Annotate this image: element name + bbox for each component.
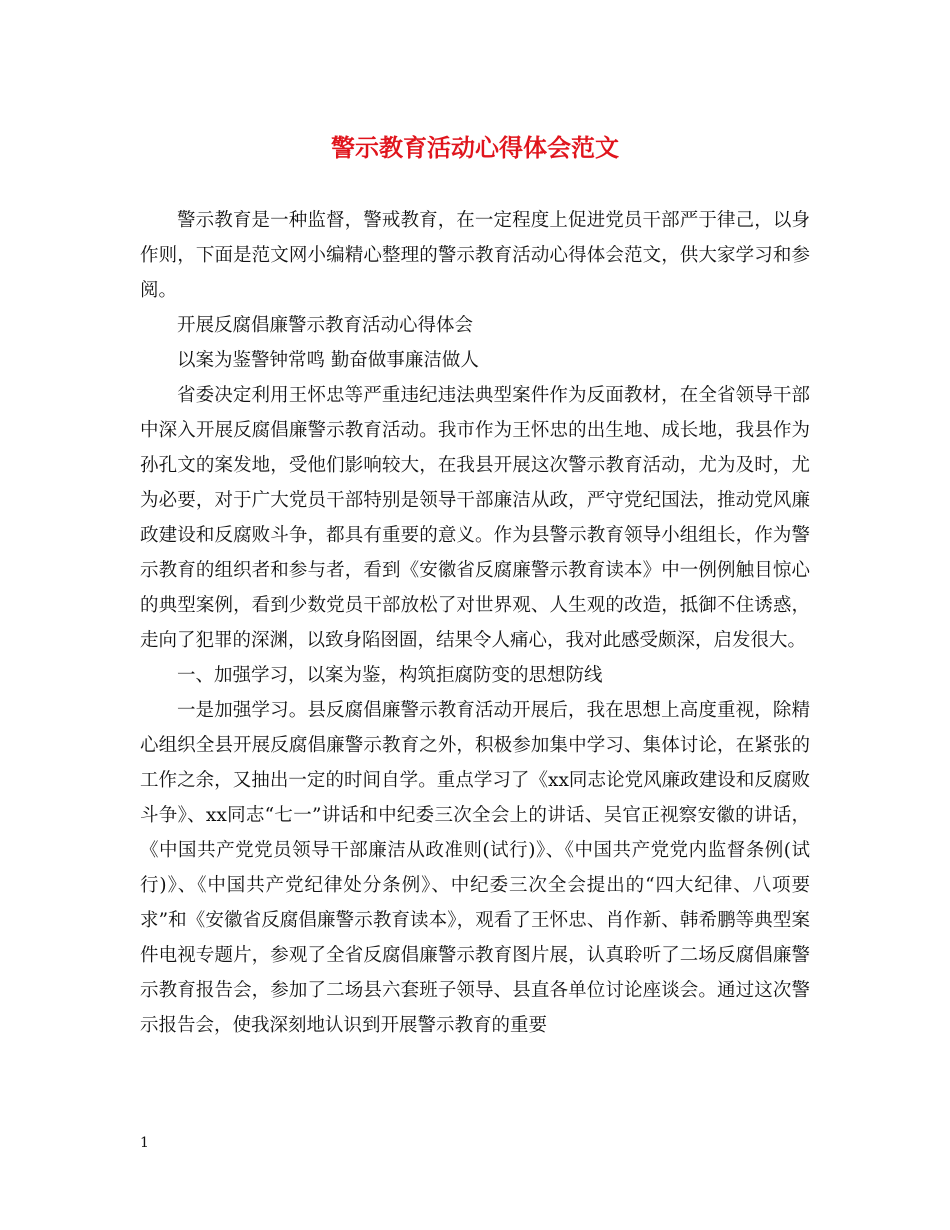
document-body [140,203,810,1043]
paragraph-background: 省委决定利用王怀忠等严重违纪违法典型案件作为反面教材，在全省领导干部中深入开展反腐倡廉警示教育活动。我市作为王怀忠的出生地、成长地，我县作为孙孔文的案发地，受他们影响较大，在我县开展这次警示教育活动，尤为及时，尤为必要，对于广大党员干部特别是领导干部廉洁从政，严守党纪国法，推动党风廉政建设和反腐败斗争，都具有重要的意义。作为县警示教育领导小组组长，作为警示教育的组织者和参与者，看到《安徽省反腐廉警示教育读本》中一例例触目惊心的典型案例，看到少数党员干部放松了对世界观、人生观的改造，抵御不住诱惑，走向了犯罪的深渊，以致身陷囹圄，结果令人痛心，我对此感受颇深，启发很大。 [140,385,810,651]
paragraph-study: 一是加强学习。县反腐倡廉警示教育活动开展后，我在思想上高度重视，除精心组织全县开展反腐倡廉警示教育之外，积极参加集中学习、集体讨论，在紧张的工作之余，又抽出一定的时间自学。重点学习了《xx同志论党风廉政建设和反腐败斗争》、xx同志“七一”讲话和中纪委三次全会上的讲话、吴官正视察安徽的讲话，《中国共产党党员领导干部廉洁从政准则(试行)》、《中国共产党党内监督条例(试行)》、《中国共产党纪律处分条例》、中纪委三次全会提出的“四大纪律、八项要求”和《安徽省反腐倡廉警示教育读本》，观看了王怀忠、肖作新、韩希鹏等典型案件电视专题片，参观了全省反腐倡廉警示教育图片展，认真聆听了二场反腐倡廉警示教育报告会，参加了二场县六套班子领导、县直各单位讨论座谈会。通过这次警示报告会，使我深刻地认识到开展警示教育的重要 [140,700,810,1036]
page-number: 1 [140,1135,149,1151]
paragraph-intro: 警示教育是一种监督，警戒教育，在一定程度上促进党员干部严于律己，以身作则，下面是范文网小编精心整理的警示教育活动心得体会范文，供大家学习和参阅。 [140,210,810,301]
document-title: 警示教育活动心得体会范文 [331,133,619,162]
section-heading-1: 一、加强学习，以案为鉴，构筑拒腐防变的思想防线 [177,665,603,686]
paragraph-subtitle: 开展反腐倡廉警示教育活动心得体会 [177,315,474,336]
paragraph-motto: 以案为鉴警钟常鸣 勤奋做事廉洁做人 [177,350,479,371]
